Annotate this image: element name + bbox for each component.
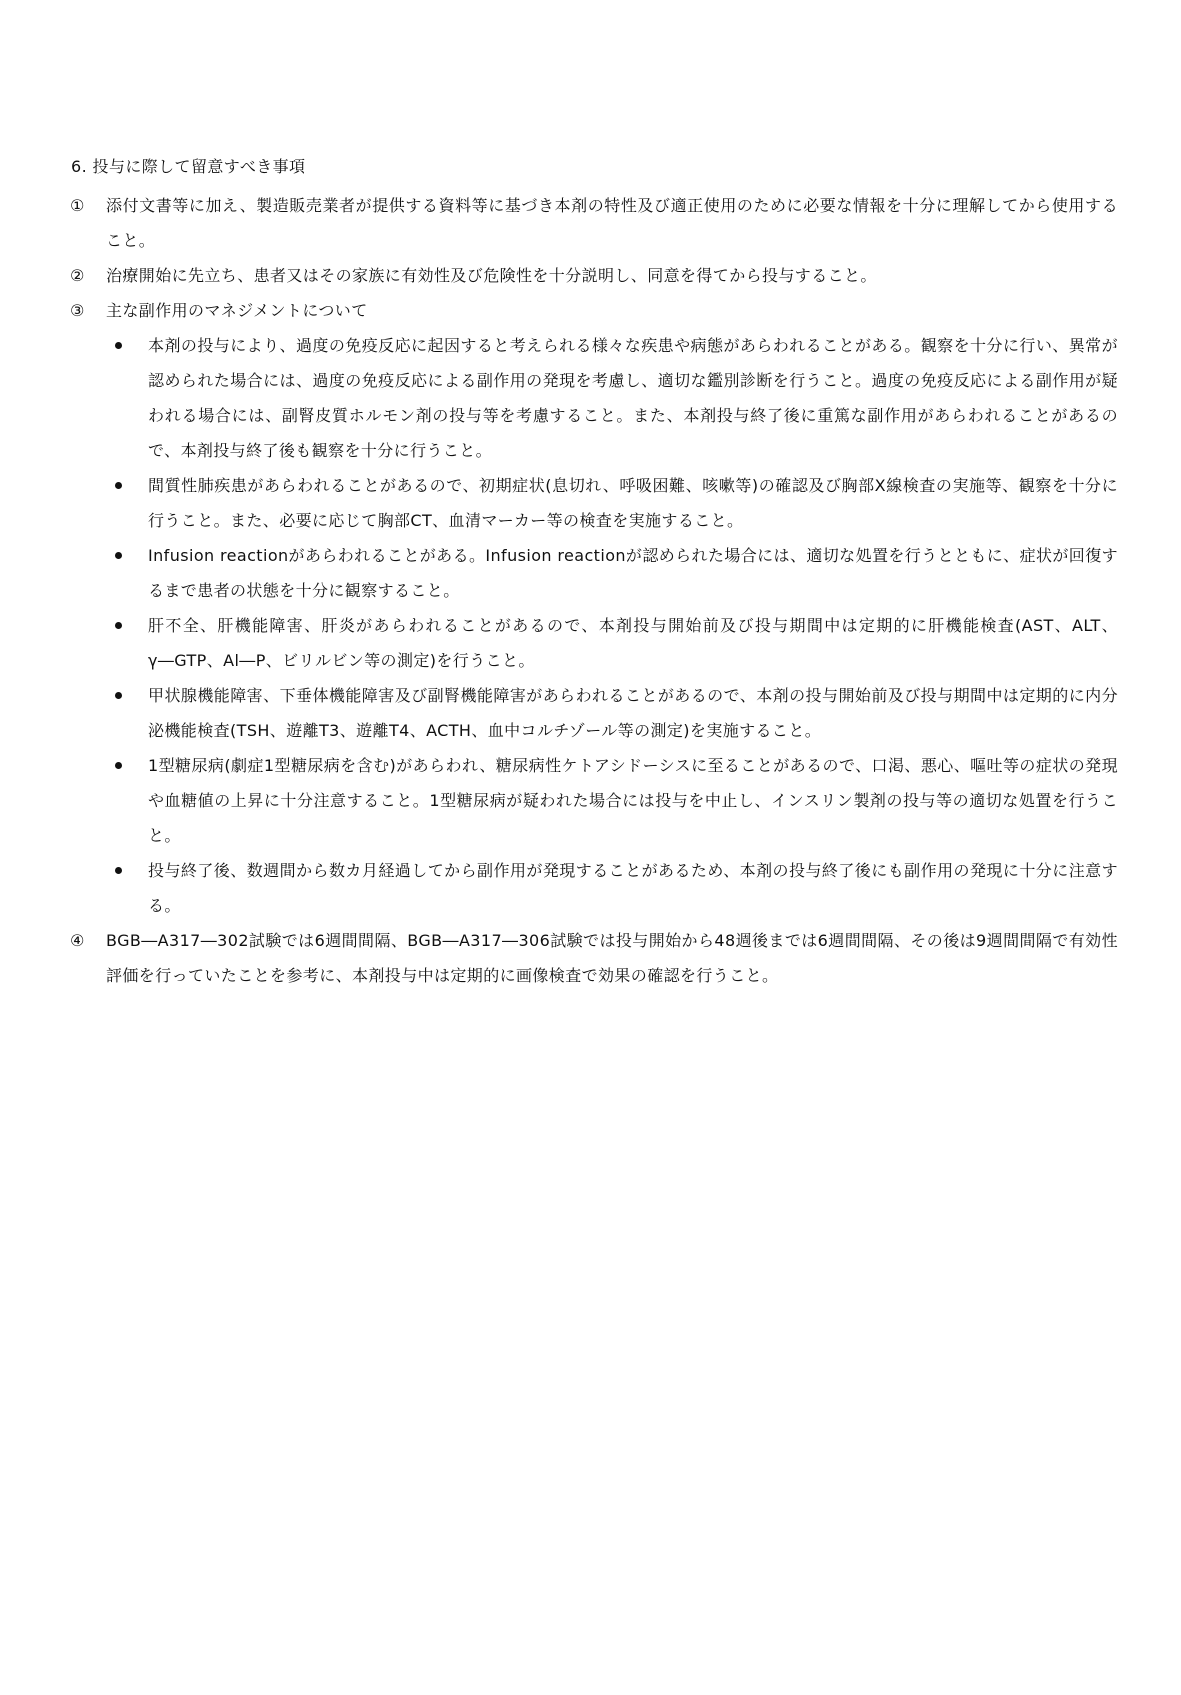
- bullet-item: [70, 853, 1118, 923]
- list-item-2: [70, 258, 1118, 293]
- list-item-4: [70, 923, 1118, 993]
- bullet-text: 間質性肺疾患があらわれることがあるので、初期症状(息切れ、呼吸困難、咳嗽等)の確認及び胸部X線検査の実施等、観察を十分に行うこと。また、必要に応じて胸部CT、血清マーカー等の検査を実施すること。: [148, 476, 1118, 530]
- bullet-dot-icon: [115, 342, 122, 349]
- bullet-text: 投与終了後、数週間から数カ月経過してから副作用が発現することがあるため、本剤の投与終了後にも副作用の発現に十分に注意する。: [148, 861, 1118, 915]
- document-body: [70, 154, 1118, 993]
- bullet-text: 甲状腺機能障害、下垂体機能障害及び副腎機能障害があらわれることがあるので、本剤の投与開始前及び投与期間中は定期的に内分泌機能検査(TSH、遊離T3、遊離T4、ACTH、血中コルチゾール等の測定)を実施すること。: [148, 686, 1118, 740]
- bullet-item: [70, 608, 1118, 678]
- list-item-1: [70, 188, 1118, 258]
- bullet-text: 1型糖尿病(劇症1型糖尿病を含む)があらわれ、糖尿病性ケトアシドーシスに至ることがあるので、口渇、悪心、嘔吐等の症状の発現や血糖値の上昇に十分注意すること。1型糖尿病が疑われた場合には投与を中止し、インスリン製剤の投与等の適切な処置を行うこと。: [148, 756, 1118, 845]
- bullet-dot-icon: [115, 692, 122, 699]
- bullet-text: Infusion reactionがあらわれることがある。Infusion reactionが認められた場合には、適切な処置を行うとともに、症状が回復するまで患者の状態を十分に観察すること。: [148, 546, 1118, 600]
- list-item-3: [70, 293, 1118, 328]
- bullet-item: [70, 468, 1118, 538]
- item-text: 主な副作用のマネジメントについて: [106, 301, 368, 320]
- bullet-item: [70, 538, 1118, 608]
- bullet-dot-icon: [115, 762, 122, 769]
- side-effect-bullet-list: [70, 328, 1118, 923]
- item-marker: ①: [70, 196, 85, 215]
- item-text: 添付文書等に加え、製造販売業者が提供する資料等に基づき本剤の特性及び適正使用のために必要な情報を十分に理解してから使用すること。: [106, 196, 1118, 250]
- item-marker: ④: [70, 931, 85, 950]
- bullet-dot-icon: [115, 867, 122, 874]
- item-text: 治療開始に先立ち、患者又はその家族に有効性及び危険性を十分説明し、同意を得てから投与すること。: [106, 266, 877, 285]
- bullet-item: [70, 678, 1118, 748]
- item-text: BGB―A317―302試験では6週間間隔、BGB―A317―306試験では投与開始から48週後までは6週間間隔、その後は9週間間隔で有効性評価を行っていたことを参考に、本剤投与中は定期的に画像検査で効果の確認を行うこと。: [106, 931, 1118, 985]
- bullet-dot-icon: [115, 552, 122, 559]
- bullet-text: 本剤の投与により、過度の免疫反応に起因すると考えられる様々な疾患や病態があらわれることがある。観察を十分に行い、異常が認められた場合には、過度の免疫反応による副作用の発現を考慮し、適切な鑑別診断を行うこと。過度の免疫反応による副作用が疑われる場合には、副腎皮質ホルモン剤の投与等を考慮すること。また、本剤投与終了後に重篤な副作用があらわれることがあるので、本剤投与終了後も観察を十分に行うこと。: [148, 336, 1118, 460]
- bullet-item: [70, 748, 1118, 853]
- item-marker: ③: [70, 301, 85, 320]
- item-marker: ②: [70, 266, 85, 285]
- section-heading: 6. 投与に際して留意すべき事項: [71, 157, 306, 176]
- bullet-dot-icon: [115, 482, 122, 489]
- bullet-text: 肝不全、肝機能障害、肝炎があらわれることがあるので、本剤投与開始前及び投与期間中は定期的に肝機能検査(AST、ALT、γ―GTP、Al―P、ビリルビン等の測定)を行うこと。: [148, 616, 1119, 670]
- bullet-dot-icon: [115, 622, 122, 629]
- bullet-item: [70, 328, 1118, 468]
